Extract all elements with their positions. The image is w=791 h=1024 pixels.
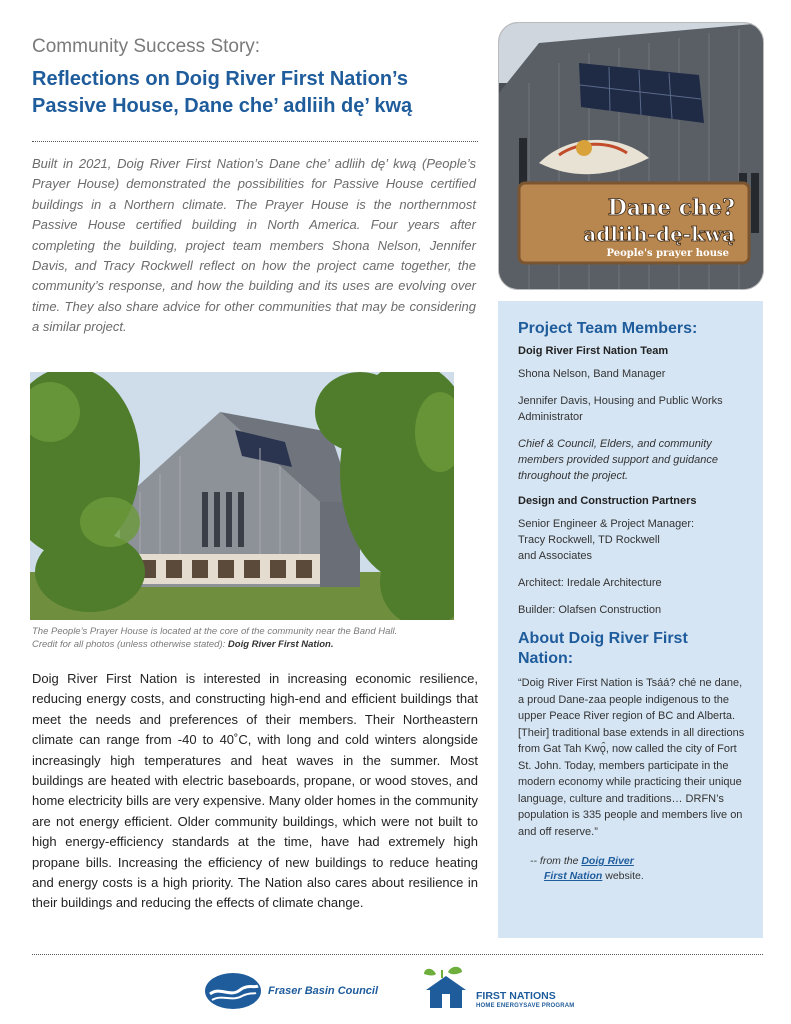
house-leaf-icon [422,964,470,1010]
prayer-house-sign-photo [498,22,764,290]
sign-text-2: adliih-dę-kwą [583,222,735,246]
doig-river-link[interactable] [581,855,634,867]
photo-caption [32,625,472,651]
title-line-2: Passive House, Dane che’ adliih dę’ kwą [32,95,413,117]
kicker: Community Success Story: [32,36,261,57]
partner-architect: Architect: Iredale Architecture [518,577,662,589]
caption-credit-prefix: Credit for all photos (unless otherwise stated): [32,639,228,650]
caption-line-1: The People’s Prayer House is located at the core of the community near the Band Hall. [32,626,398,637]
partner-engineer [518,516,747,564]
partner-engineer-role: Senior Engineer & Project Manager: [518,518,695,530]
title-line-1: Reflections on Doig River First Nation’s [32,68,408,90]
sign-text-1: Dane che? [607,195,735,221]
fn-logo-line-1: FIRST NATIONS [476,990,556,1002]
about-quote: “Doig River First Nation is Tsáá? ché ne dane, a proud Dane-zaa people indigenous to the upper Peace River region of BC and Alberta. [Their] traditional base extends in all directions from Gat Tah Kwǫ̂, now called the city of Fort St. John. Today, members participate in the modern economy while practicing their unique language, culture and traditions… DRFN’s population is 335 people and members live on and off reserve.” [518,677,745,838]
doig-team-heading: Doig River First Nation Team [518,345,669,357]
fbc-logo-text: Fraser Basin Council [268,985,379,997]
support-note: Chief & Council, Elders, and community members provided support and guidance throughout the project. [518,438,718,482]
partner-engineer-name: Tracy Rockwell, TD Rockwell [518,534,660,546]
doig-river-link-cont[interactable] [544,870,602,882]
prayer-house-photo [30,372,454,620]
sidebar [498,301,763,938]
team-member-shona: Shona Nelson, Band Manager [518,368,666,380]
intro-paragraph: Built in 2021, Doig River First Nation’s Dane che’ adliih dę’ kwą (People’s Prayer House) demonstrated the possibilities for Passive House certified buildings in a Northern climate. The Prayer House is the northernmost Passive House certified building in North America. Four years after completing the building, project team members Shona Nelson, Jennifer Davis, and Tracy Rockwell reflect on how the project came together, the community’s response, and how the building and its uses are evolving over time. They also share advice for other communities that may be considering a similar project. [32,156,476,335]
caption-line-2 [32,638,472,651]
page-title [32,66,492,120]
fraser-basin-council-logo [204,972,378,1010]
source-prefix: -- from the [530,855,582,867]
team-heading: Project Team Members: [518,320,698,337]
partners-heading: Design and Construction Partners [518,495,697,507]
fn-logo-line-2: HOME ENERGYSAVE PROGRAM [476,1003,575,1009]
body-paragraph: Doig River First Nation is interested in increasing economic resilience, reducing energy costs, and constructing high-end and efficient buildings that meet the needs and preferences of their members. Their Northeastern climate can range from -40 to 40˚C, with long and cold winters alongside increasingly high temperatures and heat waves in the summer. Most buildings are heated with electric baseboards, propane, or wood stoves, and home electricity bills are very expensive. Many older homes in the community are not energy efficient. Older community buildings, which were not built to high energy-efficiency standards at the time, have had extremely high propane bills. Increasing the efficiency of new buildings to reduce heating and energy costs is a high priority. The Nation also cares about resilience in their buildings and reducing the effects of climate change. [32,671,478,911]
first-nations-energysave-logo [422,964,575,1010]
source-suffix: website. [602,870,644,882]
about-heading: About Doig River First Nation: [518,630,688,667]
link-text-1: Doig River [581,855,634,867]
team-member-jennifer: Jennifer Davis, Housing and Public Works Administrator [518,395,723,423]
link-text-2: First Nation [544,870,603,882]
divider-bottom [32,954,763,955]
partner-engineer-firm: and Associates [518,550,592,562]
partner-builder: Builder: Olafsen Construction [518,604,662,616]
quote-source [518,854,747,884]
fbc-emblem-icon [204,972,262,1010]
sign-text-3: People's prayer house [606,248,729,259]
caption-credit: Doig River First Nation. [227,639,334,650]
divider-top [32,141,478,142]
